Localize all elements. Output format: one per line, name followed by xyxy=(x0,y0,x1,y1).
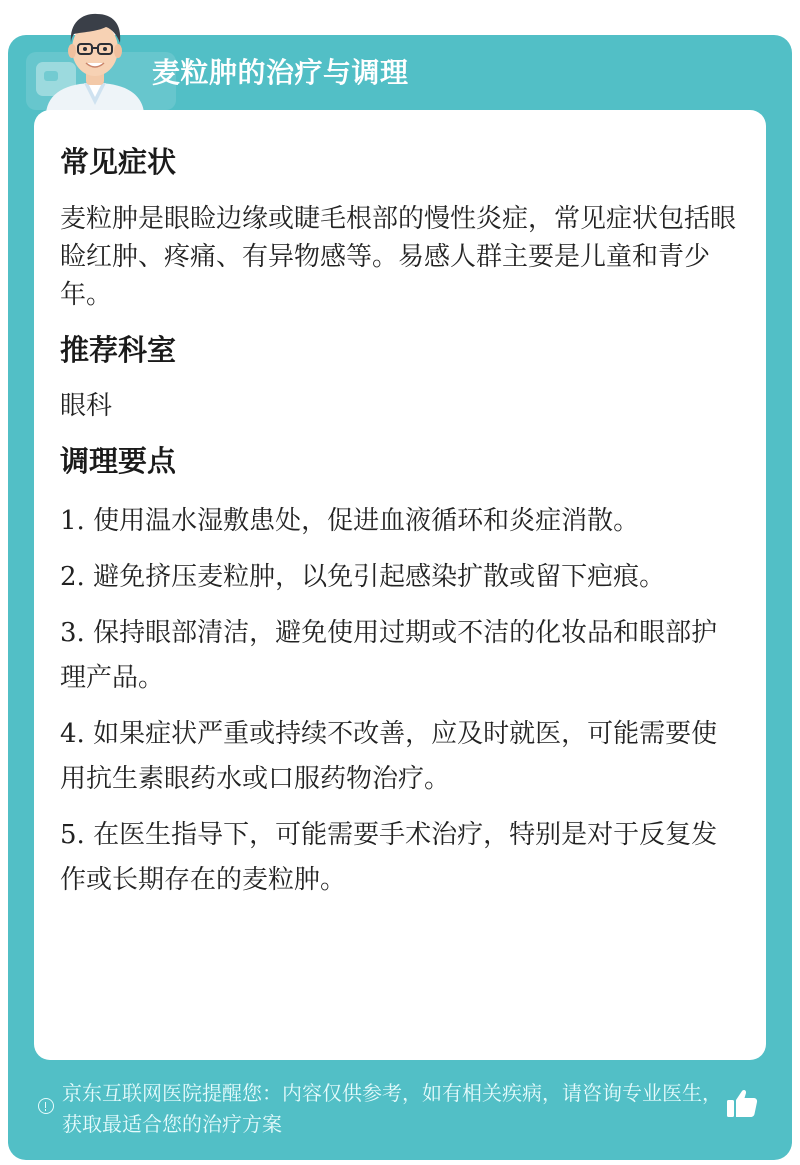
care-tip xyxy=(60,611,740,701)
tip-number: 1. xyxy=(60,506,85,536)
tip-number: 4. xyxy=(60,719,85,749)
department-heading: 推荐科室 xyxy=(60,333,177,367)
symptoms-heading: 常见症状 xyxy=(60,145,177,179)
tip-text: 如果症状严重或持续不改善，应及时就医，可能需要使用抗生素眼药水或口服药物治疗。 xyxy=(60,719,718,794)
thumbs-up-icon[interactable] xyxy=(724,1085,760,1121)
content-card xyxy=(34,110,766,1060)
care-tip xyxy=(60,499,740,544)
page-title: 麦粒肿的治疗与调理 xyxy=(152,56,409,89)
tip-number: 2. xyxy=(60,562,85,592)
tip-text: 使用温水湿敷患处，促进血液循环和炎症消散。 xyxy=(93,506,640,536)
care-tips-list xyxy=(60,499,740,903)
tip-text: 避免挤压麦粒肿，以免引起感染扩散或留下疤痕。 xyxy=(93,562,666,592)
care-tip xyxy=(60,555,740,600)
care-tip xyxy=(60,813,740,903)
care-tip xyxy=(60,712,740,802)
tip-text: 保持眼部清洁，避免使用过期或不洁的化妆品和眼部护理产品。 xyxy=(60,618,718,693)
care-heading: 调理要点 xyxy=(60,444,177,478)
tip-number: 3. xyxy=(60,618,85,648)
doctor-avatar xyxy=(40,5,150,113)
symptoms-text: 麦粒肿是眼睑边缘或睫毛根部的慢性炎症，常见症状包括眼睑红肿、疼痛、有异物感等。易感人群主要是儿童和青少年。 xyxy=(60,204,737,310)
department-text: 眼科 xyxy=(60,391,113,421)
tip-number: 5. xyxy=(60,820,85,850)
tip-text: 在医生指导下，可能需要手术治疗，特别是对于反复发作或长期存在的麦粒肿。 xyxy=(60,820,718,895)
info-icon xyxy=(38,1098,54,1114)
disclaimer-text: 京东互联网医院提醒您：内容仅供参考，如有相关疾病，请咨询专业医生，获取最适合您的治疗方案 xyxy=(62,1081,722,1136)
